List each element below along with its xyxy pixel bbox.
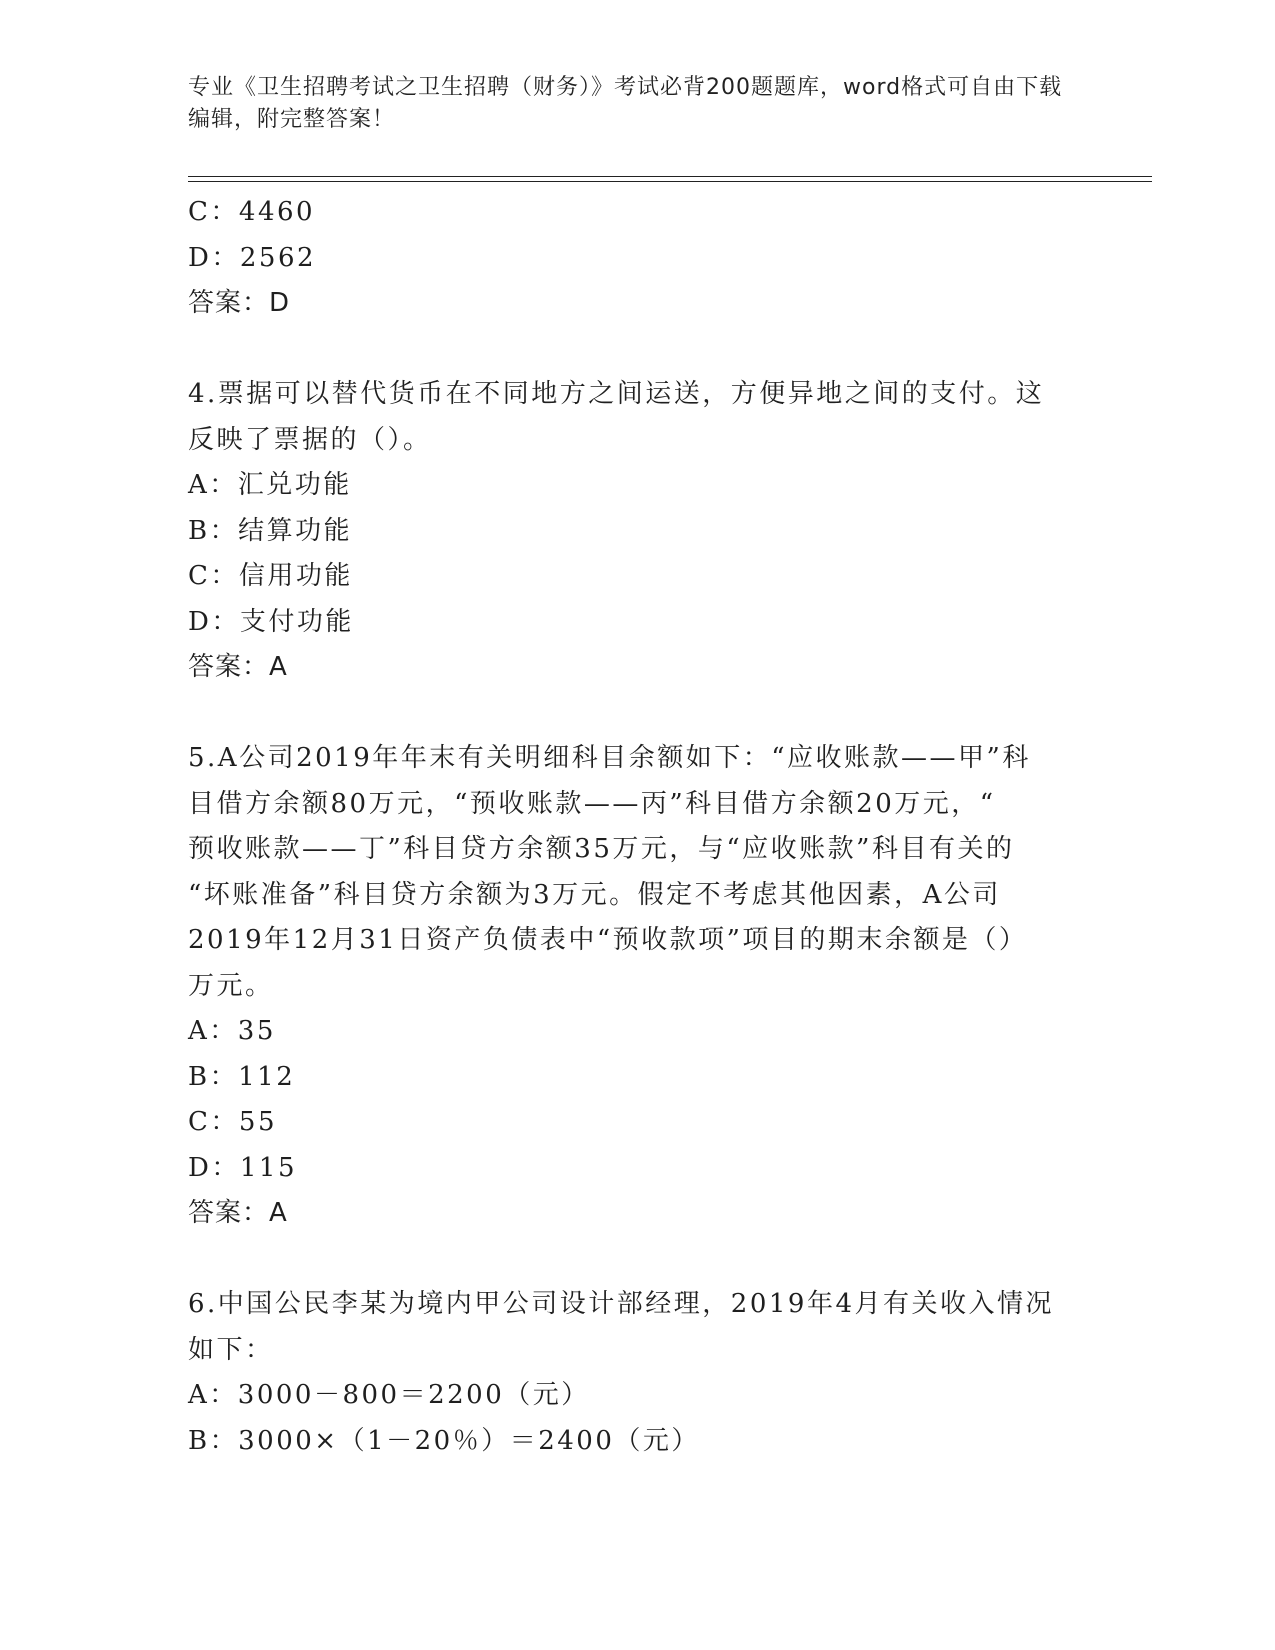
question-text-line: 2019年12月31日资产负债表中“预收款项”项目的期末余额是（） xyxy=(188,925,1028,955)
option-b: B：3000×（1－20％）＝2400（元） xyxy=(188,1425,700,1456)
question-6 xyxy=(188,1282,1088,1464)
option-c: C：信用功能 xyxy=(188,561,353,591)
answer-line: 答案：A xyxy=(188,652,288,682)
option-b: B：结算功能 xyxy=(188,515,353,546)
option-d: D：支付功能 xyxy=(188,606,354,637)
question-3 xyxy=(188,190,1088,327)
option-a: A：3000－800＝2200（元） xyxy=(188,1380,590,1410)
question-text-line: 目借方余额80万元，“预收账款——丙”科目借方余额20万元，“ xyxy=(188,788,996,819)
option-b: B：112 xyxy=(188,1061,296,1092)
option-d: D：2562 xyxy=(188,242,317,273)
question-text-line: 万元。 xyxy=(188,970,274,1001)
option-d: D：115 xyxy=(188,1152,297,1183)
question-text-line: 4.票据可以替代货币在不同地方之间运送，方便异地之间的支付。这 xyxy=(188,379,1045,409)
answer-line: 答案：A xyxy=(188,1198,288,1228)
question-5 xyxy=(188,736,1088,1237)
question-text-line: 如下： xyxy=(188,1334,274,1365)
question-text-line: 预收账款——丁”科目贷方余额35万元，与“应收账款”科目有关的 xyxy=(188,834,1015,864)
spacer xyxy=(188,691,1088,737)
question-list xyxy=(188,190,1088,1464)
document-header xyxy=(188,72,1068,136)
option-c: C：55 xyxy=(188,1107,277,1137)
answer-line: 答案：D xyxy=(188,288,291,318)
question-text-line: 5.A公司2019年年末有关明细科目余额如下：“应收账款——甲”科 xyxy=(188,743,1031,773)
option-a: A：35 xyxy=(188,1016,276,1046)
option-c: C：4460 xyxy=(188,197,316,227)
header-title: 专业《卫生招聘考试之卫生招聘（财务）》考试必背200题题库，word格式可自由下载编辑，附完整答案！ xyxy=(188,75,1063,132)
spacer xyxy=(188,1237,1088,1283)
question-4 xyxy=(188,372,1088,691)
header-divider-bottom xyxy=(188,181,1152,182)
option-a: A：汇兑功能 xyxy=(188,470,352,500)
question-text-line: 反映了票据的（）。 xyxy=(188,424,432,455)
header-divider-top xyxy=(188,176,1152,177)
spacer xyxy=(188,327,1088,373)
question-text-line: “坏账准备”科目贷方余额为3万元。假定不考虑其他因素，A公司 xyxy=(188,879,1001,910)
question-text-line: 6.中国公民李某为境内甲公司设计部经理，2019年4月有关收入情况 xyxy=(188,1289,1055,1319)
